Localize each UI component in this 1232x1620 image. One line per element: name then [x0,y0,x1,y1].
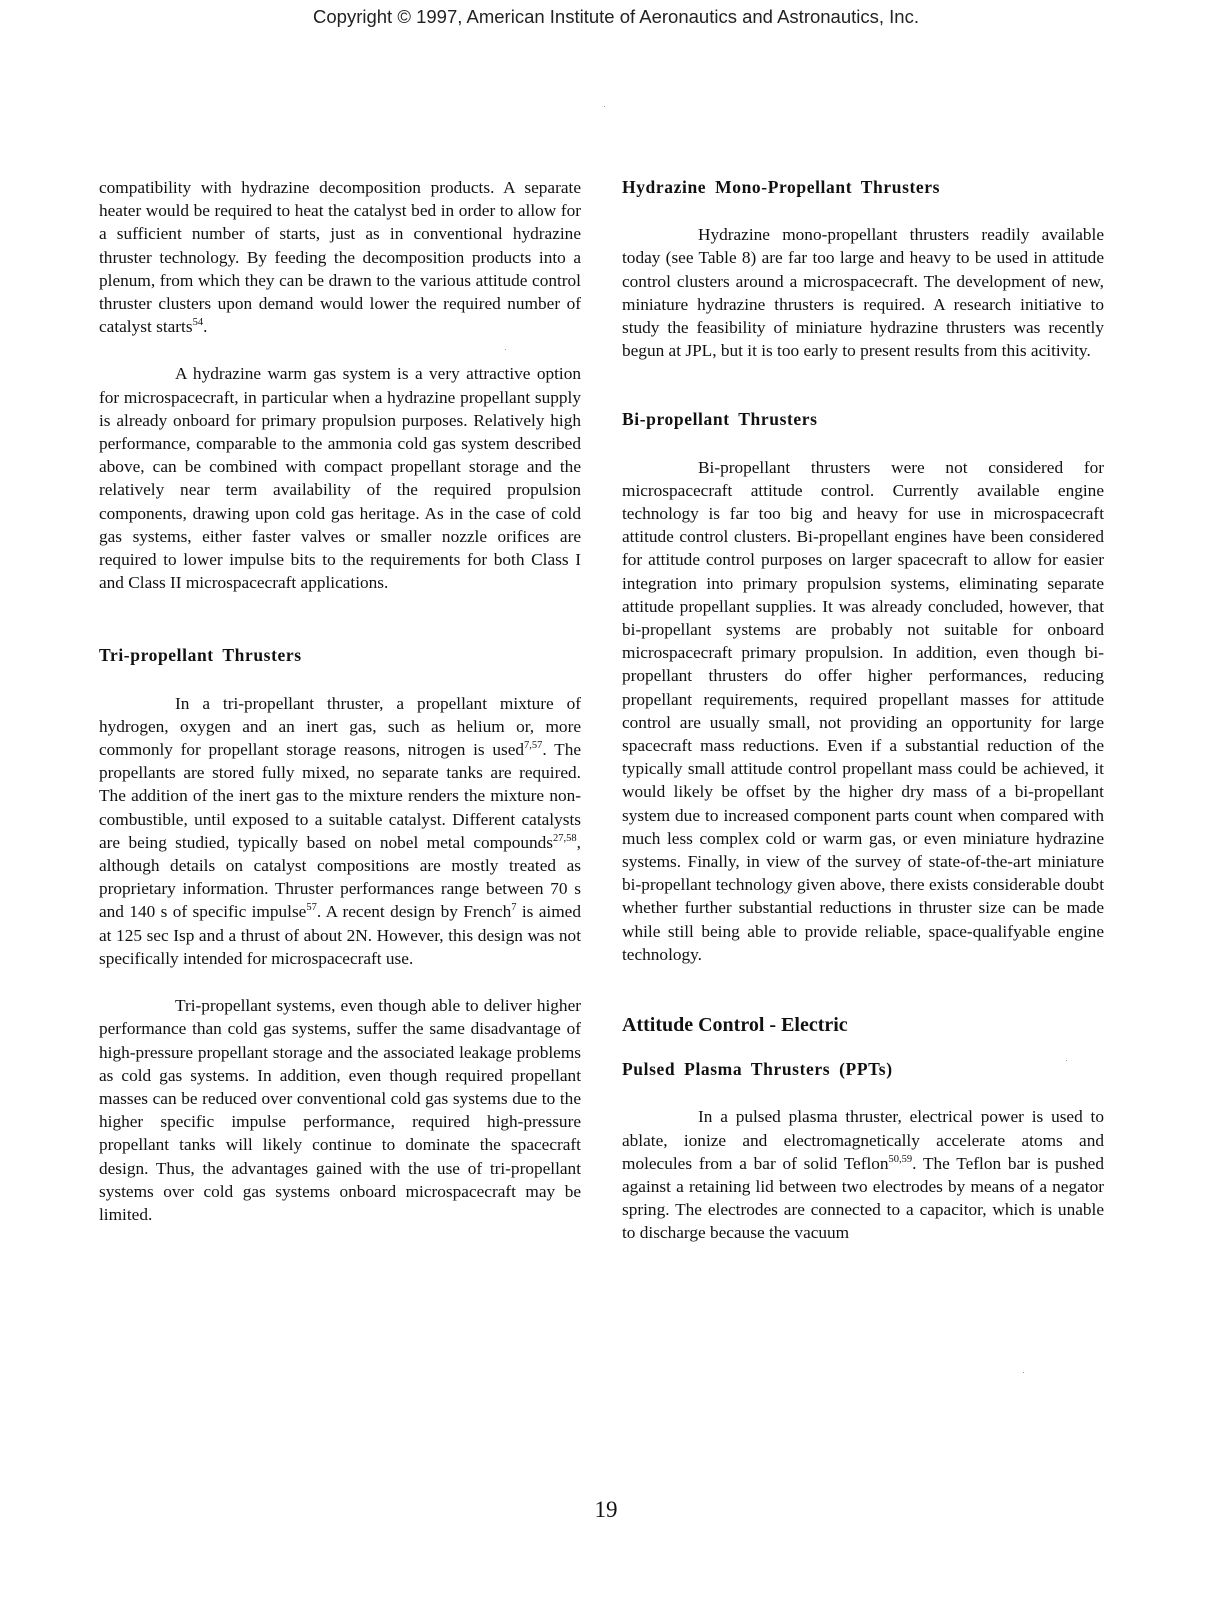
heading-hydrazine-mono-propellant: Hydrazine Mono-Propellant Thrusters [622,177,941,197]
paragraph-text: In a tri-propellant thruster, a propellant mixture of hydrogen, oxygen and an inert gas, such as helium or, more commonly for propellant storage reasons, nitrogen is used [99,693,581,760]
paragraph-text: . The Teflon bar is pushed against a retaining lid between two electrodes by means of a negator spring. The electrodes are connected to a capacitor, which is unable to discharge because the vacuum [622,1153,1104,1243]
paragraph-end: . [203,317,208,337]
paragraph-bi-propellant: Bi-propellant thrusters were not considered for microspacecraft attitude control. Currently available engine technology is far too big and heavy for use in microspacecraft attitude control clusters. Bi-propellant engines have been considered for attitude control purposes on larger spacecraft to allow for easier integration into primary propulsion systems, eliminating separate attitude propellant supplies. It was already concluded, however, that bi-propellant systems are probably not suitable for onboard microspacecraft primary propulsion. In addition, even though bi-propellant thrusters do offer higher performances, reducing propellant requirements, required propellant masses for attitude control are usually small, not providing an opportunity for large spacecraft mass reductions. Even if a substantial reduction of the typically small attitude control propellant mass could be achieved, it would likely be offset by the higher dry mass of a bi-propellant system due to increased component parts count when compared with much less complex cold or warm gas, or even miniature hydrazine systems. Finally, in view of the survey of state-of-the-art miniature bi-propellant technology given above, there exists considerable doubt whether further substantial reductions in thruster size can be made while still being able to provide reliable, space-qualifyable engine technology. [622,457,1104,964]
paragraph-text: . A recent design by French [316,902,512,922]
citation-ref: 27,58 [553,832,577,844]
scan-speck [604,106,605,107]
paragraph-text: . The propellants are stored fully mixed, no separate tanks are required. The addition of the inert gas to the mixture renders the mixture non-combustible, until exposed to a suitable catalyst. Different catalysts are being studied, typically based on nobel metal compounds [99,740,582,852]
paragraph-hydrazine-continuation [99,176,581,338]
scan-speck [1023,1372,1024,1373]
citation-ref: 54 [192,317,204,329]
heading-bi-propellant: Bi-propellant Thrusters [622,409,818,430]
heading-pulsed-plasma-thrusters: Pulsed Plasma Thrusters (PPTs) [622,1059,893,1080]
page-number: 19 [594,1497,618,1522]
paragraph-hydrazine-mono: Hydrazine mono-propellant thrusters readily available today (see Table 8) are far too large and heavy to be used in attitude control clusters around a microspacecraft. The development of new, miniature hydrazine thrusters is required. A research initiative to study the feasibility of miniature hydrazine thrusters was recently begun at JPL, but it is too early to present results from this acitivity. [622,225,1104,361]
scan-speck [1066,1060,1067,1061]
left-column [99,176,581,1226]
copyright-notice: Copyright © 1997, American Institute of Aeronautics and Astronautics, Inc. [313,6,919,27]
paragraph-tri-propellant-intro [99,692,581,970]
paragraph-text: , although details on catalyst compositions are mostly treated as proprietary information. Thruster performances range between 70 s and 140 s of specific impulse [99,832,581,922]
paragraph-text: compatibility with hydrazine decomposition products. A separate heater would be required to heat the catalyst bed in order to allow for a sufficient number of starts, just as in conventional hydrazine thruster technology. By feeding the decomposition products into a plenum, from which they can be drawn to the various attitude control thruster clusters upon demand would lower the required number of catalyst starts [99,178,581,337]
paragraph-tri-propellant-systems: Tri-propellant systems, even though able to deliver higher performance than cold gas systems, suffer the same disadvantage of high-pressure propellant storage and the associated leakage problems as cold gas systems. In addition, even though required propellant masses can be reduced over conventional cold gas systems due to the higher specific impulse performance, required high-pressure propellant tanks will likely continue to dominate the spacecraft design. Thus, the advantages gained with the use of tri-propellant systems over cold gas systems onboard microspacecraft may be limited. [99,996,581,1224]
paragraph-pulsed-plasma [622,1105,1104,1244]
right-column [622,176,1104,1245]
heading-attitude-control-electric: Attitude Control - Electric [622,1014,848,1037]
paragraph-text: In a pulsed plasma thruster, electrical power is used to ablate, ionize and electromagnetically accelerate atoms and molecules from a bar of solid Teflon [622,1107,1104,1173]
paragraph-text: is aimed at 125 sec Isp and a thrust of about 2N. However, this design was not specifically intended for microspacecraft use. [99,902,581,968]
scan-speck [505,349,506,350]
heading-tri-propellant: Tri-propellant Thrusters [99,645,302,666]
citation-ref: 50,59 [888,1153,913,1165]
paragraph-warm-gas: A hydrazine warm gas system is a very attractive option for microspacecraft, in particular when a hydrazine propellant supply is already onboard for primary propulsion purposes. Relatively high performance, comparable to the ammonia cold gas system described above, can be combined with compact propellant storage and the relatively near term availability of the required propulsion components, drawing upon cold gas heritage. As in the case of cold gas systems, either faster valves or smaller nozzle orifices are required to lower impulse bits to the requirements for both Class I and Class II microspacecraft applications. [99,364,581,593]
citation-ref: 7 [511,902,517,914]
citation-ref: 57 [306,902,317,914]
citation-ref: 7,57 [524,740,543,752]
